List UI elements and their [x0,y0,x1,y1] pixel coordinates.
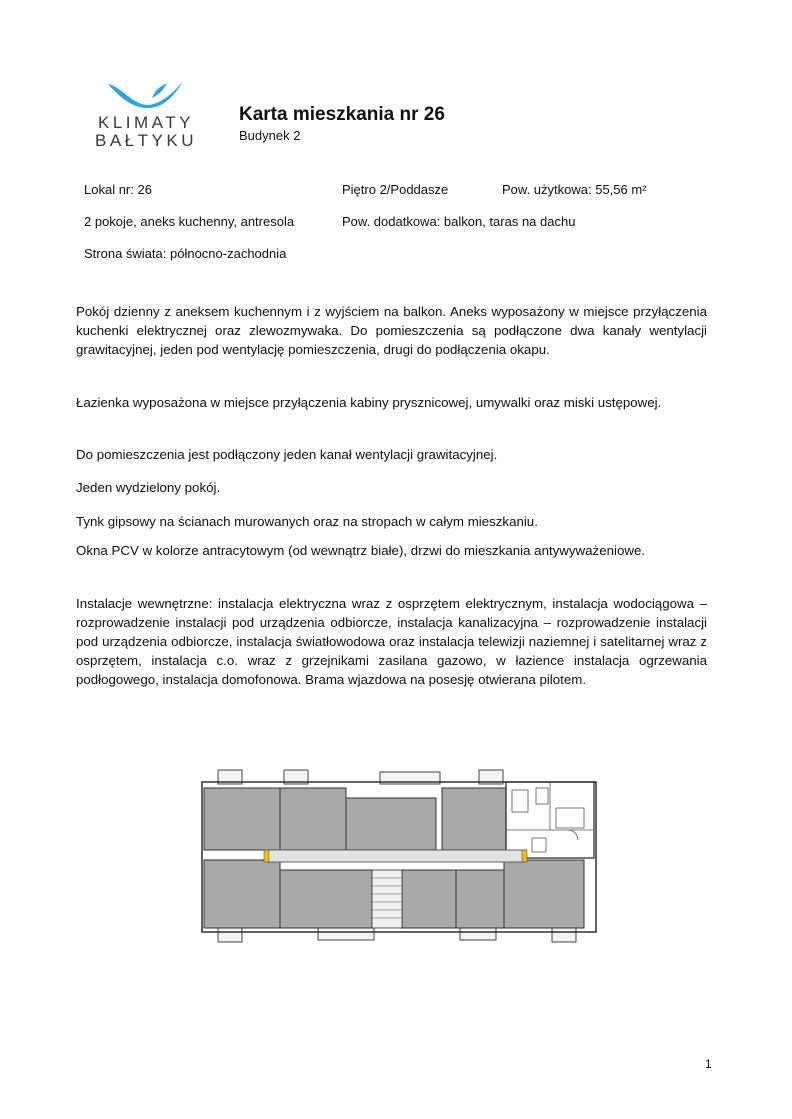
info-pow-dodatkowa: Pow. dodatkowa: balkon, taras na dachu [342,214,576,229]
logo-text-line2: BAŁTYKU [95,131,197,150]
paragraph-plaster: Tynk gipsowy na ścianach murowanych oraz na stropach w całym mieszkaniu. [76,514,538,529]
info-pietro: Piętro 2/Poddasze [342,182,449,197]
info-strona-swiata: Strona świata: północno-zachodnia [84,246,287,261]
paragraph-installations: Instalacje wewnętrzne: instalacja elektryczna wraz z osprzętem elektrycznym, instalacja wodociągowa – rozprowadzenie instalacji pod urządzenia odbiorcze, instalacja kanalizacyjna – rozprowadzenie instalacji pod urządzenia odbiorcze, instalacja światłowodowa oraz instalacja telewizji naziemnej i satelitarnej wraz z osprzętem, instalacja c.o. wraz z grzejnikami zasilana gazowo, w łazience instalacja ogrzewania podłogowego, instalacja domofonowa. Brama wjazdowa na posesję otwierana pilotem. [76,596,707,687]
logo-text-line1: KLIMATY [98,113,194,132]
page-title: Karta mieszkania nr 26 [239,104,445,125]
info-pokoje: 2 pokoje, aneks kuchenny, antresola [84,214,295,229]
page-subtitle: Budynek 2 [239,128,301,143]
bird-logo-icon [106,80,186,110]
paragraph-room: Jeden wydzielony pokój. [76,480,221,495]
paragraph-living-room: Pokój dzienny z aneksem kuchennym i z wyjściem na balkon. Aneks wyposażony w miejsce przyłączenia kuchenki elektrycznej oraz zlewozmywaka. Do pomieszczenia są podłączone dwa kanały wentylacji grawitacyjnej, jeden pod wentylację pomieszczenia, drugi do podłączenia okapu. [76,304,707,357]
paragraph-windows: Okna PCV w kolorze antracytowym (od wewnątrz białe), drzwi do mieszkania antywyważeniowe. [76,543,646,558]
info-lokal: Lokal nr: 26 [84,182,152,197]
company-logo [86,80,206,152]
info-pow-uzytkowa: Pow. użytkowa: 55,56 m² [502,182,647,197]
floor-plan [196,768,608,946]
page-number: 1 [705,1057,712,1071]
paragraph-bathroom: Łazienka wyposażona w miejsce przyłączenia kabiny prysznicowej, umywalki oraz miski ustępowej. [76,395,662,410]
paragraph-ventilation: Do pomieszczenia jest podłączony jeden kanał wentylacji grawitacyjnej. [76,447,498,462]
floor-plan-drawing [196,768,608,946]
